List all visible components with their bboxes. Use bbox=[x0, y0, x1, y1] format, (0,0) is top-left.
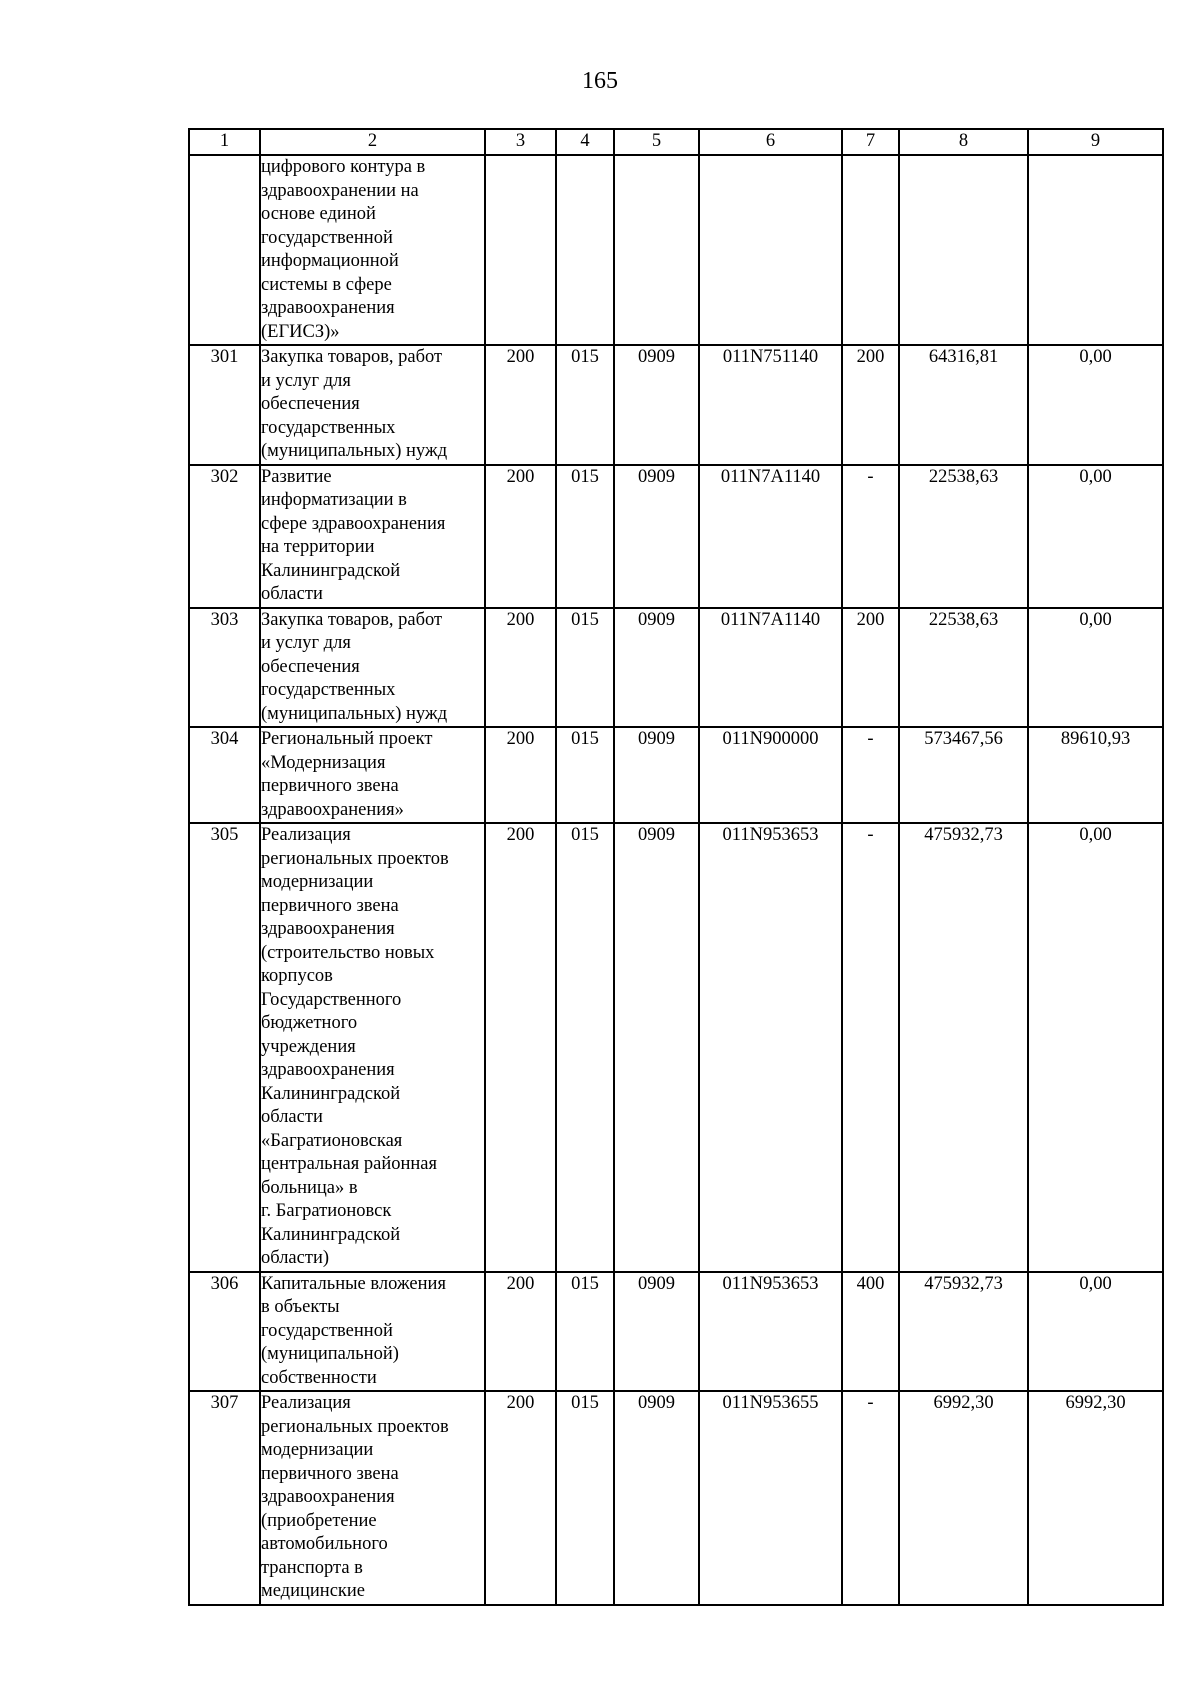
column-header: 9 bbox=[1028, 129, 1163, 155]
col7-value: - bbox=[842, 727, 899, 823]
col4-value bbox=[556, 155, 614, 345]
col8-value bbox=[899, 155, 1028, 345]
table-row bbox=[189, 1391, 1163, 1605]
col5-value: 0909 bbox=[614, 608, 699, 728]
col8-value: 22538,63 bbox=[899, 608, 1028, 728]
column-header: 5 bbox=[614, 129, 699, 155]
col8-value: 22538,63 bbox=[899, 465, 1028, 608]
col8-value: 475932,73 bbox=[899, 823, 1028, 1272]
col4-value: 015 bbox=[556, 1272, 614, 1392]
table-row bbox=[189, 155, 1163, 345]
budget-table bbox=[188, 128, 1164, 1606]
table-row bbox=[189, 345, 1163, 465]
col4-value: 015 bbox=[556, 1391, 614, 1605]
row-number: 306 bbox=[189, 1272, 260, 1392]
column-header: 4 bbox=[556, 129, 614, 155]
table-row bbox=[189, 465, 1163, 608]
col7-value: - bbox=[842, 823, 899, 1272]
row-name: Реализация региональных проектов модернизации первичного звена здравоохранения (строительство новых корпусов Государственного бюджетного учреждения здравоохранения Калининградской области «Багратионовская центральная районная больница» в г. Багратионовск Калининградской области) bbox=[260, 823, 485, 1272]
col3-value: 200 bbox=[485, 727, 556, 823]
row-name: Закупка товаров, работ и услуг для обеспечения государственных (муниципальных) нужд bbox=[260, 608, 485, 728]
page-number: 165 bbox=[582, 68, 618, 94]
row-number: 301 bbox=[189, 345, 260, 465]
col7-value: 200 bbox=[842, 345, 899, 465]
row-name: Региональный проект «Модернизация первичного звена здравоохранения» bbox=[260, 727, 485, 823]
col3-value: 200 bbox=[485, 608, 556, 728]
row-number: 305 bbox=[189, 823, 260, 1272]
col8-value: 6992,30 bbox=[899, 1391, 1028, 1605]
col5-value: 0909 bbox=[614, 465, 699, 608]
col9-value: 0,00 bbox=[1028, 1272, 1163, 1392]
col3-value: 200 bbox=[485, 345, 556, 465]
col6-value: 011N7A1140 bbox=[699, 465, 842, 608]
row-number: 303 bbox=[189, 608, 260, 728]
col9-value: 0,00 bbox=[1028, 465, 1163, 608]
col6-value bbox=[699, 155, 842, 345]
col8-value: 64316,81 bbox=[899, 345, 1028, 465]
row-number bbox=[189, 155, 260, 345]
row-name: Развитие информатизации в сфере здравоохранения на территории Калининградской области bbox=[260, 465, 485, 608]
col7-value: 200 bbox=[842, 608, 899, 728]
col3-value: 200 bbox=[485, 1272, 556, 1392]
col9-value: 89610,93 bbox=[1028, 727, 1163, 823]
col4-value: 015 bbox=[556, 608, 614, 728]
col3-value: 200 bbox=[485, 823, 556, 1272]
col5-value bbox=[614, 155, 699, 345]
col3-value: 200 bbox=[485, 465, 556, 608]
col6-value: 011N751140 bbox=[699, 345, 842, 465]
col9-value: 0,00 bbox=[1028, 345, 1163, 465]
col6-value: 011N900000 bbox=[699, 727, 842, 823]
header-row bbox=[189, 129, 1163, 155]
row-number: 304 bbox=[189, 727, 260, 823]
row-number: 302 bbox=[189, 465, 260, 608]
column-header: 7 bbox=[842, 129, 899, 155]
col5-value: 0909 bbox=[614, 1272, 699, 1392]
col5-value: 0909 bbox=[614, 1391, 699, 1605]
col4-value: 015 bbox=[556, 345, 614, 465]
col7-value: 400 bbox=[842, 1272, 899, 1392]
column-header: 3 bbox=[485, 129, 556, 155]
col6-value: 011N7A1140 bbox=[699, 608, 842, 728]
col4-value: 015 bbox=[556, 823, 614, 1272]
col7-value bbox=[842, 155, 899, 345]
col8-value: 475932,73 bbox=[899, 1272, 1028, 1392]
col9-value: 0,00 bbox=[1028, 823, 1163, 1272]
col9-value: 0,00 bbox=[1028, 608, 1163, 728]
col9-value bbox=[1028, 155, 1163, 345]
table-row bbox=[189, 608, 1163, 728]
col5-value: 0909 bbox=[614, 823, 699, 1272]
col9-value: 6992,30 bbox=[1028, 1391, 1163, 1605]
col3-value bbox=[485, 155, 556, 345]
row-name: Закупка товаров, работ и услуг для обеспечения государственных (муниципальных) нужд bbox=[260, 345, 485, 465]
col5-value: 0909 bbox=[614, 345, 699, 465]
row-name: Реализация региональных проектов модернизации первичного звена здравоохранения (приобретение автомобильного транспорта в медицинские bbox=[260, 1391, 485, 1605]
col7-value: - bbox=[842, 1391, 899, 1605]
table-row bbox=[189, 823, 1163, 1272]
table-row bbox=[189, 727, 1163, 823]
column-header: 8 bbox=[899, 129, 1028, 155]
col6-value: 011N953653 bbox=[699, 1272, 842, 1392]
col6-value: 011N953655 bbox=[699, 1391, 842, 1605]
col3-value: 200 bbox=[485, 1391, 556, 1605]
column-header: 1 bbox=[189, 129, 260, 155]
col4-value: 015 bbox=[556, 465, 614, 608]
col7-value: - bbox=[842, 465, 899, 608]
row-number: 307 bbox=[189, 1391, 260, 1605]
col5-value: 0909 bbox=[614, 727, 699, 823]
col8-value: 573467,56 bbox=[899, 727, 1028, 823]
table-row bbox=[189, 1272, 1163, 1392]
col4-value: 015 bbox=[556, 727, 614, 823]
row-name: Капитальные вложения в объекты государственной (муниципальной) собственности bbox=[260, 1272, 485, 1392]
column-header: 6 bbox=[699, 129, 842, 155]
row-name: цифрового контура в здравоохранении на основе единой государственной информационной системы в сфере здравоохранения (ЕГИСЗ)» bbox=[260, 155, 485, 345]
col6-value: 011N953653 bbox=[699, 823, 842, 1272]
column-header: 2 bbox=[260, 129, 485, 155]
